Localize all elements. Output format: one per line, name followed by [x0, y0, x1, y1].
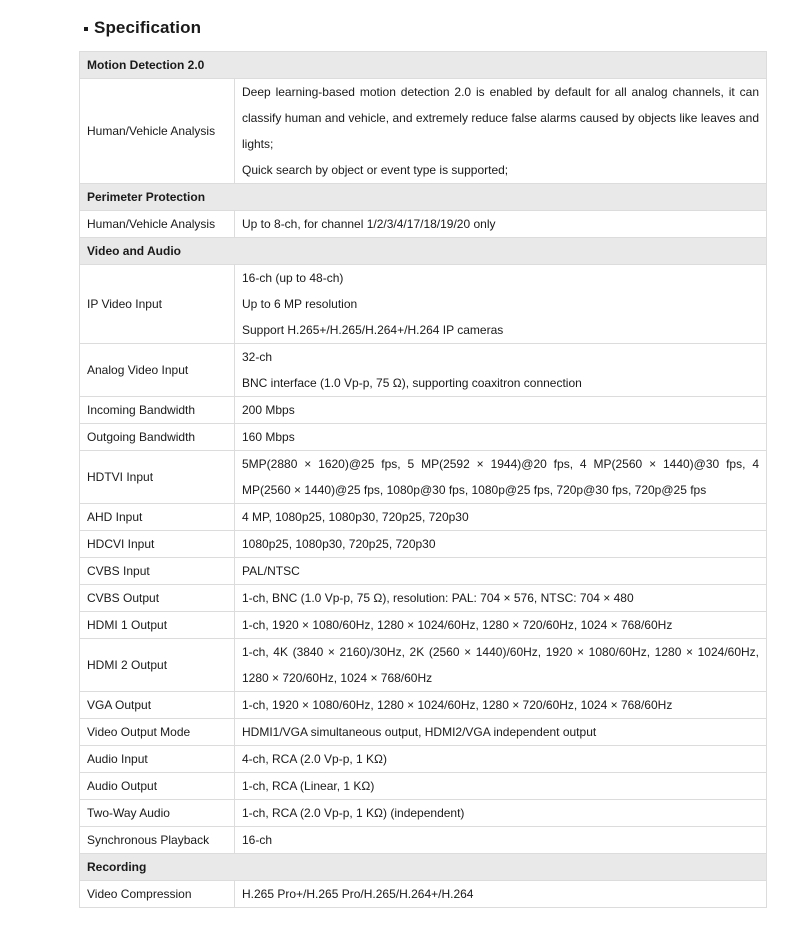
spec-value-line: PAL/NTSC	[242, 564, 300, 578]
spec-table	[79, 51, 767, 908]
spec-value-line: Deep learning-based motion detection 2.0 is enabled by default for all analog channels, it can classify human and vehicle, and extremely reduce false alarms caused by objects like leaves and lights;	[242, 85, 759, 151]
spec-value	[235, 612, 767, 639]
spec-value-line: 1-ch, 1920 × 1080/60Hz, 1280 × 1024/60Hz, 1280 × 720/60Hz, 1024 × 768/60Hz	[242, 698, 673, 712]
spec-value-line: 1-ch, RCA (2.0 Vp-p, 1 KΩ) (independent)	[242, 806, 465, 820]
spec-row	[80, 692, 767, 719]
spec-value-line: 1-ch, BNC (1.0 Vp-p, 75 Ω), resolution: PAL: 704 × 576, NTSC: 704 × 480	[242, 591, 634, 605]
section-header-row	[80, 184, 767, 211]
spec-value-line: 1080p25, 1080p30, 720p25, 720p30	[242, 537, 436, 551]
spec-value	[235, 719, 767, 746]
spec-value	[235, 800, 767, 827]
section-header-row	[80, 238, 767, 265]
spec-value-line: 1-ch, 4K (3840 × 2160)/30Hz, 2K (2560 × 1440)/60Hz, 1920 × 1080/60Hz, 1280 × 1024/60Hz, 1280 × 720/60Hz, 1024 × 768/60Hz	[242, 645, 759, 685]
spec-label: HDMI 1 Output	[80, 612, 235, 639]
spec-row	[80, 531, 767, 558]
spec-row	[80, 211, 767, 238]
section-title: Recording	[80, 854, 767, 881]
section-title: Motion Detection 2.0	[80, 52, 767, 79]
spec-label: HDMI 2 Output	[80, 639, 235, 692]
spec-value	[235, 827, 767, 854]
spec-row	[80, 719, 767, 746]
spec-value-line: 4 MP, 1080p25, 1080p30, 720p25, 720p30	[242, 510, 469, 524]
section-title: Perimeter Protection	[80, 184, 767, 211]
section-header-row	[80, 52, 767, 79]
spec-value-line: 1-ch, 1920 × 1080/60Hz, 1280 × 1024/60Hz, 1280 × 720/60Hz, 1024 × 768/60Hz	[242, 618, 673, 632]
spec-value	[235, 773, 767, 800]
spec-label: Video Output Mode	[80, 719, 235, 746]
section-header-row	[80, 854, 767, 881]
spec-value	[235, 639, 767, 692]
spec-row	[80, 451, 767, 504]
spec-value-line: Up to 6 MP resolution	[242, 297, 358, 311]
spec-label: AHD Input	[80, 504, 235, 531]
spec-label: IP Video Input	[80, 265, 235, 344]
spec-value-line: 32-ch	[242, 350, 273, 364]
section-title: Video and Audio	[80, 238, 767, 265]
spec-label: CVBS Output	[80, 585, 235, 612]
spec-value	[235, 344, 767, 397]
spec-label: Video Compression	[80, 881, 235, 908]
spec-label: Synchronous Playback	[80, 827, 235, 854]
spec-value	[235, 79, 767, 184]
spec-value-line: Support H.265+/H.265/H.264+/H.264 IP cameras	[242, 323, 504, 337]
spec-label: HDTVI Input	[80, 451, 235, 504]
spec-value-line: Quick search by object or event type is supported;	[242, 163, 509, 177]
spec-value	[235, 451, 767, 504]
spec-value	[235, 881, 767, 908]
spec-value-line: 1-ch, RCA (Linear, 1 KΩ)	[242, 779, 375, 793]
spec-value-line: H.265 Pro+/H.265 Pro/H.265/H.264+/H.264	[242, 887, 474, 901]
spec-label: Human/Vehicle Analysis	[80, 79, 235, 184]
spec-value-line: Up to 8-ch, for channel 1/2/3/4/17/18/19/20 only	[242, 217, 496, 231]
spec-label: Analog Video Input	[80, 344, 235, 397]
spec-value-line: 4-ch, RCA (2.0 Vp-p, 1 KΩ)	[242, 752, 388, 766]
spec-value	[235, 211, 767, 238]
spec-value-line: 200 Mbps	[242, 403, 295, 417]
spec-value	[235, 265, 767, 344]
spec-row	[80, 800, 767, 827]
spec-label: Incoming Bandwidth	[80, 397, 235, 424]
spec-value-line: 160 Mbps	[242, 430, 295, 444]
page-title: Specification	[94, 18, 202, 37]
spec-row	[80, 827, 767, 854]
spec-value-line: HDMI1/VGA simultaneous output, HDMI2/VGA independent output	[242, 725, 597, 739]
spec-value	[235, 585, 767, 612]
spec-label: Audio Input	[80, 746, 235, 773]
spec-value	[235, 692, 767, 719]
spec-row	[80, 558, 767, 585]
section-heading	[84, 18, 201, 38]
spec-label: VGA Output	[80, 692, 235, 719]
bullet-icon	[84, 27, 88, 31]
spec-label: Human/Vehicle Analysis	[80, 211, 235, 238]
spec-row	[80, 612, 767, 639]
spec-row	[80, 397, 767, 424]
spec-row	[80, 424, 767, 451]
spec-row	[80, 881, 767, 908]
spec-value	[235, 558, 767, 585]
spec-value	[235, 504, 767, 531]
spec-value	[235, 397, 767, 424]
spec-label: CVBS Input	[80, 558, 235, 585]
spec-row	[80, 773, 767, 800]
spec-row	[80, 504, 767, 531]
spec-row	[80, 79, 767, 184]
spec-label: Outgoing Bandwidth	[80, 424, 235, 451]
spec-row	[80, 746, 767, 773]
spec-value-line: 16-ch (up to 48-ch)	[242, 271, 344, 285]
spec-value-line: 16-ch	[242, 833, 273, 847]
spec-value	[235, 531, 767, 558]
spec-table-body	[80, 52, 767, 908]
spec-row	[80, 639, 767, 692]
spec-value	[235, 424, 767, 451]
spec-value-line: 5MP(2880 × 1620)@25 fps, 5 MP(2592 × 1944)@20 fps, 4 MP(2560 × 1440)@30 fps, 4 MP(2560 × 1440)@25 fps, 1080p@30 fps, 1080p@25 fps, 720p@30 fps, 720p@25 fps	[242, 457, 759, 497]
spec-value-line: BNC interface (1.0 Vp-p, 75 Ω), supporting coaxitron connection	[242, 376, 582, 390]
spec-label: Two-Way Audio	[80, 800, 235, 827]
spec-label: HDCVI Input	[80, 531, 235, 558]
spec-row	[80, 344, 767, 397]
spec-value	[235, 746, 767, 773]
spec-row	[80, 585, 767, 612]
spec-row	[80, 265, 767, 344]
spec-label: Audio Output	[80, 773, 235, 800]
